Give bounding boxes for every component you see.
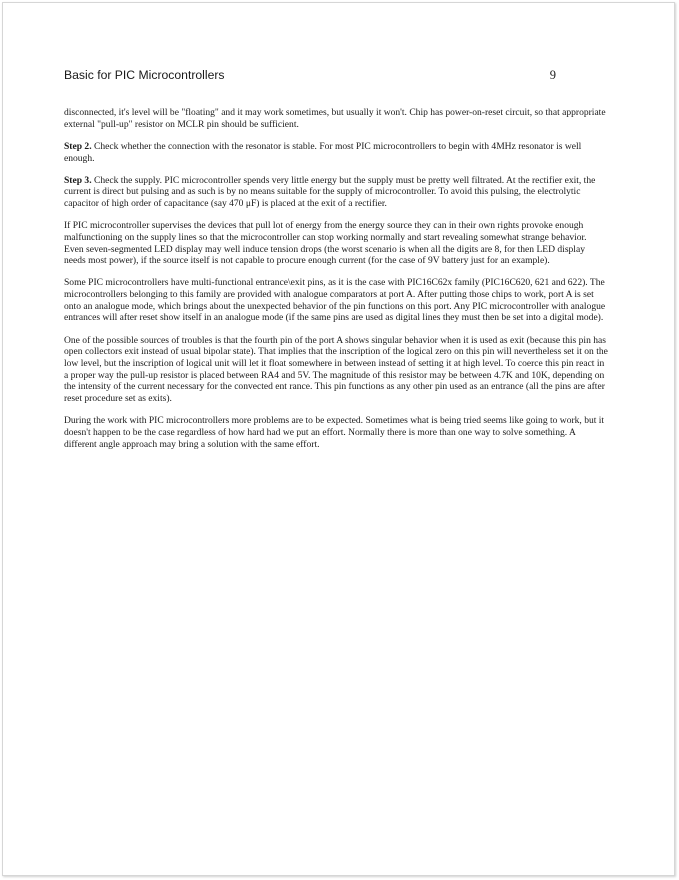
page-number: 9	[549, 68, 556, 82]
paragraph-mclr-continuation	[64, 107, 608, 130]
paragraph-text: If PIC microcontroller supervises the devices that pull lot of energy from the energy source they can in their own rights provoke enough malfunctioning on the supply lines so that the microcontroller can stop working normally and start revealing somewhat strange behavior. Even seven-segmented LED display may well induce tension drops (the worst scenario is when all the digits are 8, for then LED display needs most power), if the source itself is not capable to procure enough current (for the case of 9V battery just for an example).	[64, 220, 587, 267]
paragraph-text: Some PIC microcontrollers have multi-functional entrance\exit pins, as it is the case with PIC16C62x family (PIC16C620, 621 and 622). The microcontrollers belonging to this family are provided with analogue comparators at port A. After putting those chips to work, port A is set onto an analogue mode, which brings about the unexpected behavior of the pin functions on this port. Any PIC microcontroller with analogue entrances will after reset show itself in an analogue mode (if the same pins are used as digital lines they must then be set into a digital mode).	[64, 277, 606, 324]
paragraph-analogue-pins	[64, 277, 608, 324]
step-label: Step 2.	[64, 140, 92, 152]
paragraph-text: disconnected, it's level will be "floating" and it may work sometimes, but usually it won't. Chip has power-on-reset circuit, so that appropriate external "pull-up" resistor on MCLR pin should be sufficient.	[64, 107, 606, 130]
paragraph-step-3	[64, 175, 608, 210]
paragraph-text: Check the supply. PIC microcontroller spends very little energy but the supply must be pretty well filtrated. At the rectifier exit, the current is direct but pulsing and as such is by no means suitable for the supply of microcontroller. To avoid this pulsing, the electrolytic capacitor of high order of capacitance (say 470 μF) is placed at the exit of a rectifier.	[64, 174, 596, 209]
paragraph-text: During the work with PIC microcontrollers more problems are to be expected. Sometimes what is being tried seems like going to work, but it doesn't happen to be the case regardless of how hard had we put an effort. Normally there is more than one way to solve something. A different angle approach may bring a solution with the same effort.	[64, 415, 605, 450]
paragraph-supply-noise	[64, 220, 608, 267]
paragraph-closing	[64, 415, 608, 450]
paragraph-text: Check whether the connection with the resonator is stable. For most PIC microcontrollers to begin with 4MHz resonator is well enough.	[64, 140, 582, 164]
header-title: Basic for PIC Microcontrollers	[64, 68, 225, 82]
running-header	[64, 68, 556, 86]
paragraph-text: One of the possible sources of troubles is that the fourth pin of the port A shows singular behavior when it is used as exit (because this pin has open collectors exit instead of usual bipolar state). That implies that the inscription of the logical zero on this pin will nevertheless set it on the low level, but the inscription of logical unit will let it float somewhere in between instead of setting it at high level. To coerce this pin react in a proper way the pull-up resistor is placed between RA4 and 5V. The magnitude of this resistor may be between 4.7K and 10K, depending on the intensity of the current necessary for the convected ent rance. This pin functions as any other pin used as an entrance (all the pins are after reset procedure set as exits).	[64, 334, 608, 405]
step-label: Step 3.	[64, 174, 92, 186]
paragraph-step-2	[64, 141, 608, 164]
paragraph-ra4-pin	[64, 335, 608, 405]
body-text	[64, 107, 608, 461]
